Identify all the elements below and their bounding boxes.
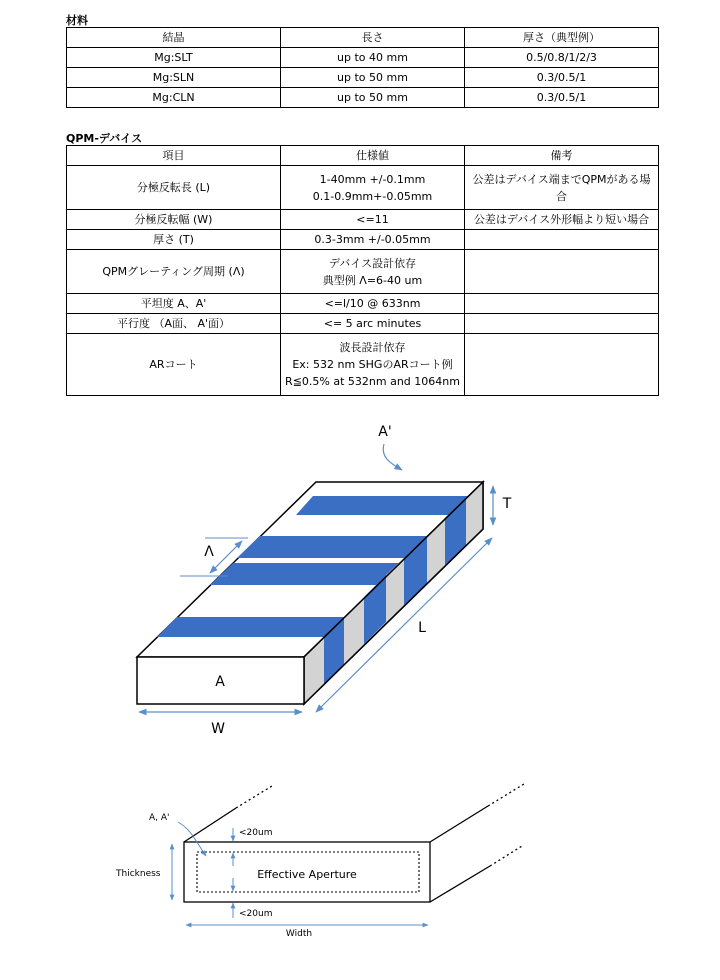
table-row: [67, 314, 659, 334]
note-cell: 公差はデバイス端までQPMがある場合: [465, 166, 659, 210]
table-header-row: [67, 146, 659, 166]
receding-edge-dotted: [488, 784, 524, 806]
item-cell: 厚さ (T): [67, 230, 281, 250]
width-label: W: [211, 721, 225, 737]
header-cell: 仕様値: [281, 146, 465, 166]
materials-table: [66, 27, 659, 108]
item-cell: 分極反転幅 (W): [67, 210, 281, 230]
table-row: [67, 250, 659, 294]
crystal-cell: Mg:SLN: [67, 68, 281, 88]
spec-line: 波長設計依存: [339, 341, 406, 354]
note-cell: [465, 294, 659, 314]
spec-line: 1-40mm +/-0.1mm: [319, 172, 426, 186]
domain-stripe: [237, 536, 427, 558]
receding-edge: [430, 866, 490, 902]
spec-line: Ex: 532 nm SHGのARコート例: [292, 358, 453, 371]
table-row: [67, 334, 659, 396]
table-row: [67, 230, 659, 250]
spec-line: デバイス設計依存: [328, 256, 417, 270]
face-a-label: A: [215, 674, 225, 690]
qpm-title: QPM-デバイス: [66, 132, 143, 145]
qpm-device-diagram: [0, 410, 720, 750]
thickness-cell: 0.3/0.5/1: [465, 68, 659, 88]
thickness-cell: 0.3/0.5/1: [465, 88, 659, 108]
spec-cell: <= 5 arc minutes: [281, 314, 465, 334]
spec-cell: <=l/10 @ 633nm: [281, 294, 465, 314]
spec-cell: <=11: [281, 210, 465, 230]
domain-stripe: [210, 563, 400, 585]
header-cell: 長さ: [281, 28, 465, 48]
item-cell: 分極反転長 (L): [67, 166, 281, 210]
item-cell: 平坦度 A、A': [67, 294, 281, 314]
item-cell: ARコート: [67, 334, 281, 396]
spec-cell: [281, 250, 465, 294]
receding-edge-dotted: [490, 846, 522, 866]
note-cell: [465, 334, 659, 396]
effective-aperture-label: Effective Aperture: [257, 868, 357, 881]
domain-stripe: [157, 617, 344, 637]
spec-line: R≦0.5% at 532nm and 1064nm: [285, 375, 460, 388]
item-cell: QPMグレーティング周期 (Λ): [67, 250, 281, 294]
header-cell: 結晶: [67, 28, 281, 48]
crystal-cell: Mg:CLN: [67, 88, 281, 108]
note-cell: [465, 230, 659, 250]
header-cell: 厚さ（典型例）: [465, 28, 659, 48]
materials-title: 材料: [66, 14, 88, 27]
receding-edge: [430, 806, 488, 842]
width-label: Width: [285, 929, 313, 939]
bottom-margin-label: <20um: [239, 909, 273, 919]
length-cell: up to 50 mm: [281, 68, 465, 88]
thickness-label: Thickness: [116, 869, 161, 879]
note-cell: [465, 250, 659, 294]
table-row: [67, 48, 659, 68]
spec-cell: [281, 334, 465, 396]
a-prime-arrow: [383, 444, 402, 470]
table-row: [67, 210, 659, 230]
header-cell: 項目: [67, 146, 281, 166]
crystal-cell: Mg:SLT: [67, 48, 281, 68]
table-row: [67, 68, 659, 88]
qpm-table: [66, 145, 659, 396]
table-row: [67, 294, 659, 314]
table-header-row: [67, 28, 659, 48]
aperture-diagram: [0, 775, 720, 975]
table-row: [67, 166, 659, 210]
header-cell: 備考: [465, 146, 659, 166]
faces-label: A, A': [149, 813, 170, 823]
receding-edge: [184, 808, 236, 842]
note-cell: [465, 314, 659, 334]
spec-line: 0.1-0.9mm+-0.05mm: [312, 189, 433, 203]
spec-cell: 0.3-3mm +/-0.05mm: [281, 230, 465, 250]
thickness-cell: 0.5/0.8/1/2/3: [465, 48, 659, 68]
length-cell: up to 50 mm: [281, 88, 465, 108]
receding-edge-dotted: [236, 786, 272, 808]
face-a-prime-label: A': [378, 424, 392, 440]
spec-cell: [281, 166, 465, 210]
length-label: L: [418, 620, 426, 636]
item-cell: 平行度 （A面、 A'面）: [67, 314, 281, 334]
top-margin-label: <20um: [239, 828, 273, 838]
period-label: Λ: [204, 544, 214, 560]
spec-line: 典型例 Λ=6-40 um: [322, 273, 423, 287]
length-cell: up to 40 mm: [281, 48, 465, 68]
note-cell: 公差はデバイス外形幅より短い場合: [465, 210, 659, 230]
thickness-label: T: [502, 496, 512, 512]
table-row: [67, 88, 659, 108]
